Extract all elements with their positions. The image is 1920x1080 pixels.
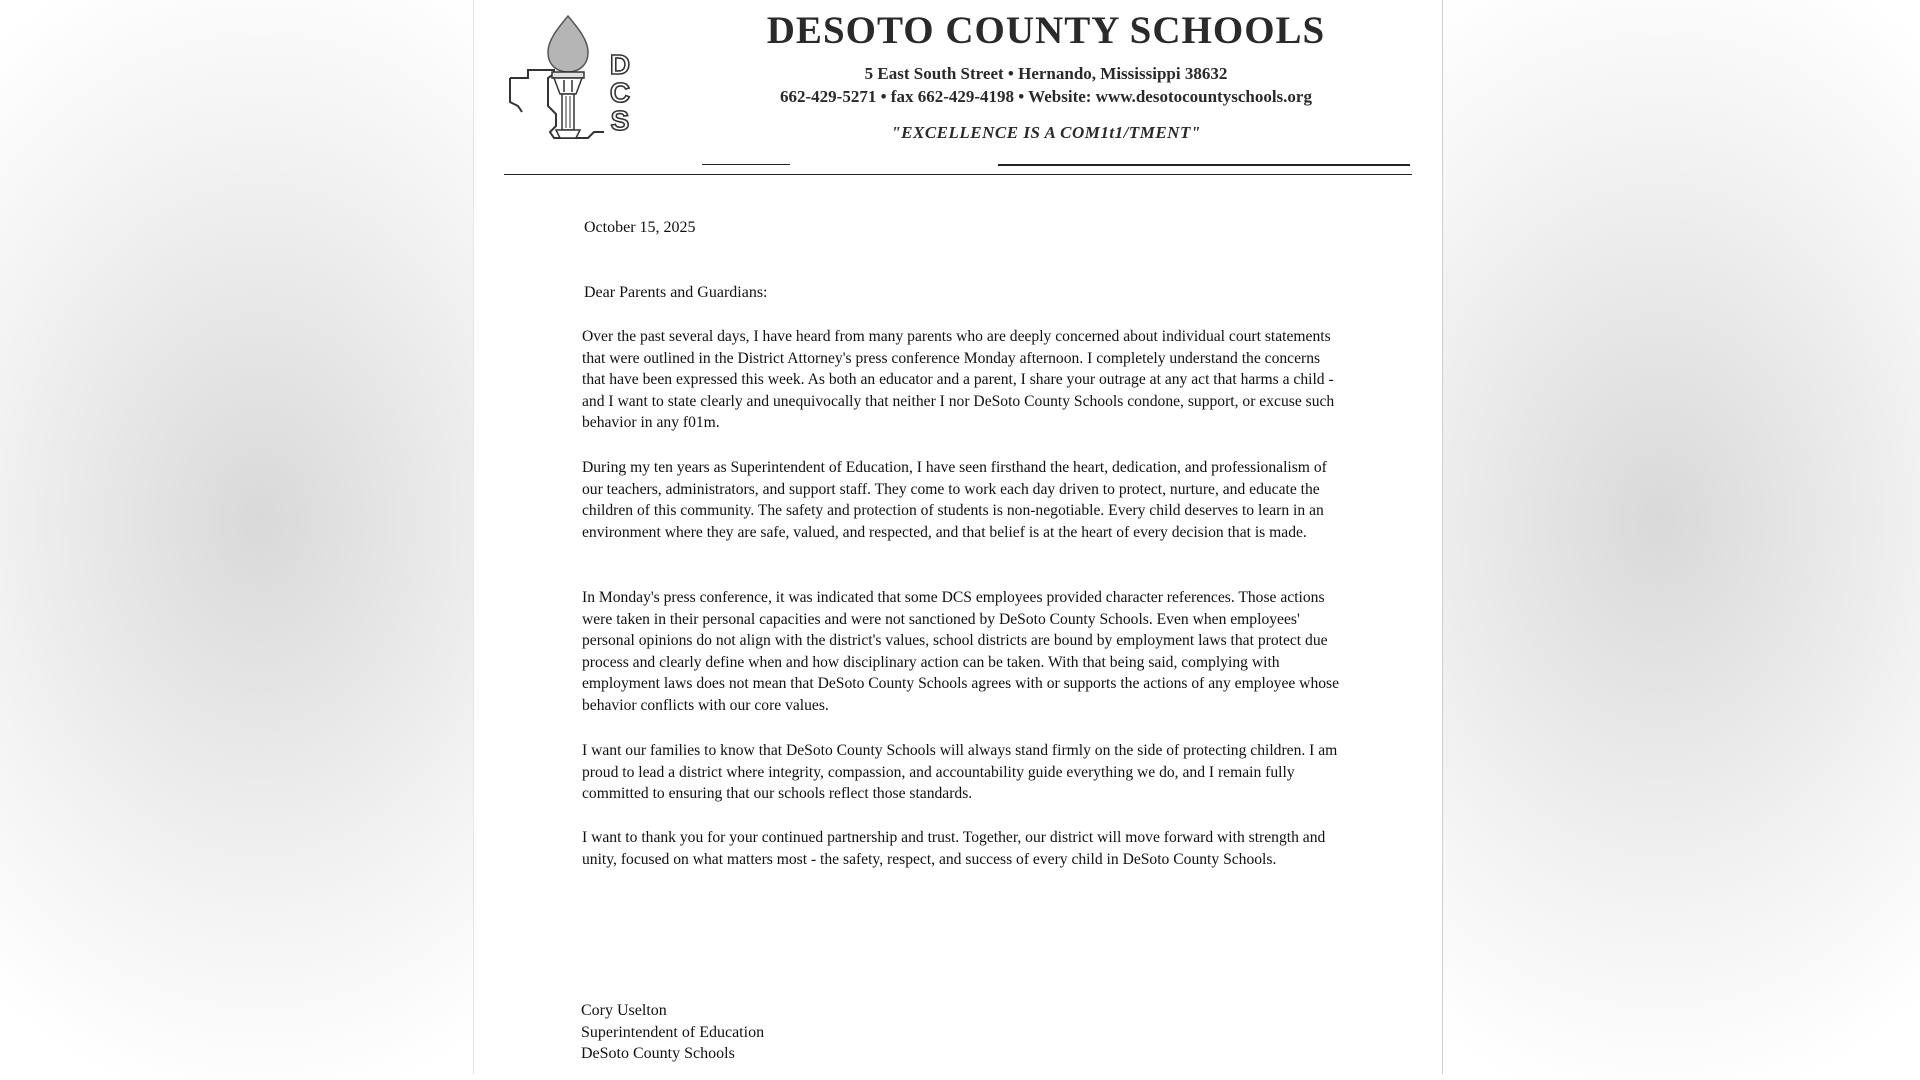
divider-short	[702, 164, 790, 165]
letter-paragraph-4: I want our families to know that DeSoto County Schools will always stand firmly on the side of protecting children. I am proud to lead a district where integrity, compassion, and accountability guide everything we do, and I remain fully committed to ensuring that our schools reflect those standards.	[582, 742, 1338, 803]
dcs-torch-logo-icon	[508, 14, 648, 148]
logo-letter-s: S	[610, 105, 630, 136]
letter-date: October 15, 2025	[584, 219, 696, 236]
letter-paragraph-1: Over the past several days, I have heard from many parents who are deeply concerned about individual court statements that were outlined in the District Attorney's press conference Monday afternoon. I completely understand the concerns that have been expressed this week. As both an educator and a parent, I share your outrage at any act that harms a child - and I want to state clearly and unequivocally that neither I nor DeSoto County Schools condone, support, or excuse such behavior in any f01m.	[582, 328, 1335, 432]
organization-name: DESOTO COUNTY SCHOOLS	[766, 9, 1326, 52]
signer-title: Superintendent of Education	[581, 1023, 765, 1041]
letter-page	[474, 0, 1442, 1074]
letterhead-motto: "EXCELLENCE IS A COM1t1/TMENT"	[891, 123, 1201, 142]
logo-letter-c: C	[609, 77, 631, 108]
signer-name: Cory Uselton	[581, 1002, 667, 1019]
letterhead-address: 5 East South Street • Hernando, Mississippi 38632	[864, 64, 1228, 83]
letter-paragraph-3: In Monday's press conference, it was indicated that some DCS employees provided character references. Those actions were taken in their personal capacities and were not sanctioned by DeSoto County Schools. Even when employees' personal opinions do not align with the district's values, school districts are bound by employment laws that protect due process and clearly define when and how disciplinary action can be taken. With that being said, complying with employment laws does not mean that DeSoto County Schools agrees with or supports the actions of any employee whose behavior conflicts with our core values.	[582, 589, 1340, 714]
letterhead-contact: 662-429-5271 • fax 662-429-4198 • Website: www.desotocountyschools.org	[780, 87, 1312, 106]
letter-salutation: Dear Parents and Guardians:	[584, 284, 768, 301]
signer-organization: DeSoto County Schools	[581, 1045, 735, 1063]
logo-letter-d: D	[609, 49, 631, 80]
divider-long	[998, 164, 1410, 166]
divider-full	[504, 174, 1412, 175]
letter-paragraph-2: During my ten years as Superintendent of Education, I have seen firsthand the heart, dedication, and professionalism of our teachers, administrators, and support staff. They come to work each day driven to protect, nurture, and educate the children of this community. The safety and protection of students is non-negotiable. Every child deserves to learn in an environment where they are safe, valued, and respected, and that belief is at the heart of every decision that is made.	[582, 459, 1327, 541]
signature-block	[581, 1000, 764, 1065]
letter-paragraph-5: I want to thank you for your continued partnership and trust. Together, our district will move forward with strength and unity, focused on what matters most - the safety, respect, and success of every child in DeSoto County Schools.	[582, 829, 1326, 868]
